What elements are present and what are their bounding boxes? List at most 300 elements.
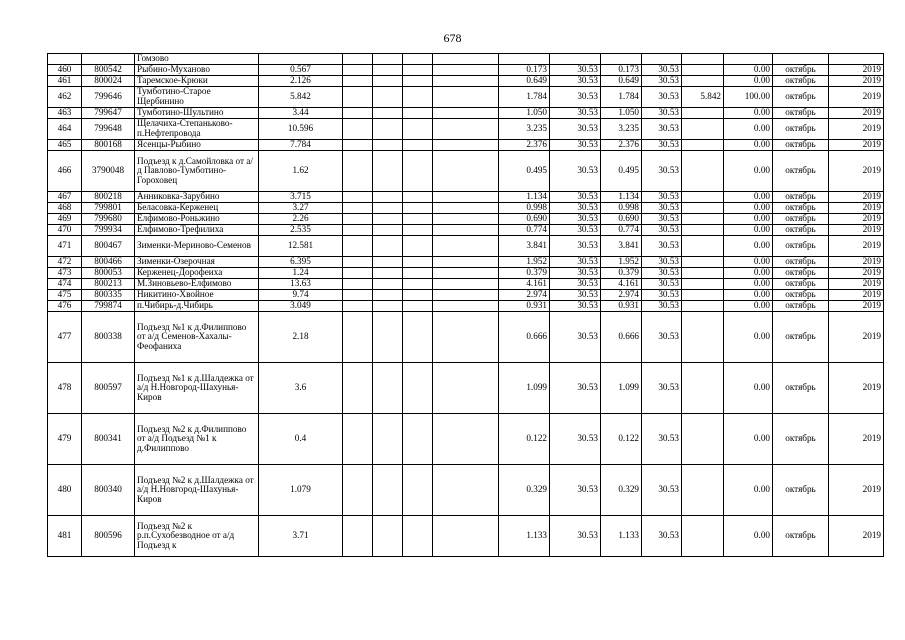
cell-code: 800467 (82, 236, 135, 257)
cell-v1: 3.235 (499, 119, 550, 140)
cell-c1 (343, 119, 373, 140)
cell-c4 (433, 301, 499, 312)
cell-c4 (433, 87, 499, 108)
cell-v5 (682, 290, 724, 301)
cell-num: 470 (48, 225, 82, 236)
cell-c3 (403, 363, 433, 414)
table-row (48, 236, 884, 257)
table-row (48, 203, 884, 214)
cell-c3 (403, 465, 433, 516)
cell-year: 2019 (829, 192, 884, 203)
cell-name: М.Зиновьево-Елфимово (135, 279, 259, 290)
cell-v1: 0.649 (499, 76, 550, 87)
cell-v3: 4.161 (601, 279, 642, 290)
cell-pct: 0.00 (724, 516, 773, 557)
cell-name: Таремское-Крюки (135, 76, 259, 87)
cell-length: 3.049 (259, 301, 343, 312)
cell-c3 (403, 279, 433, 290)
table-row (48, 279, 884, 290)
cell-name: Зименки-Мериново-Семенов (135, 236, 259, 257)
cell-name: п.Чибирь-д.Чибирь (135, 301, 259, 312)
cell-pct: 0.00 (724, 279, 773, 290)
table-row (48, 76, 884, 87)
cell-c2 (373, 516, 403, 557)
cell-v5 (682, 268, 724, 279)
cell-code: 3790048 (82, 151, 135, 192)
cell-v1: 0.379 (499, 268, 550, 279)
cell-v4: 30.53 (642, 465, 682, 516)
cell-c4 (433, 279, 499, 290)
cell-name: Ясенцы-Рыбино (135, 140, 259, 151)
cell-v2: 30.53 (550, 225, 601, 236)
table-row (48, 151, 884, 192)
cell-code: 799934 (82, 225, 135, 236)
cell-c2 (373, 414, 403, 465)
table-row (48, 257, 884, 268)
cell-length: 6.395 (259, 257, 343, 268)
cell-month: октябрь (773, 151, 829, 192)
cell-pct: 0.00 (724, 140, 773, 151)
cell-name: Подъезд к д.Самойловка от а/д Павлово-Тумботино-Гороховец (135, 151, 259, 192)
cell-v3: 0.931 (601, 301, 642, 312)
cell-year: 2019 (829, 87, 884, 108)
cell-v5 (682, 76, 724, 87)
cell-v5 (682, 414, 724, 465)
cell-v4: 30.53 (642, 140, 682, 151)
cell-code: 800053 (82, 268, 135, 279)
cell-c4 (433, 290, 499, 301)
cell-length: 1.079 (259, 465, 343, 516)
cell-c1 (343, 465, 373, 516)
cell-month: октябрь (773, 301, 829, 312)
cell-name: Рыбино-Муханово (135, 65, 259, 76)
cell-v3: 1.134 (601, 192, 642, 203)
cell-c2 (373, 192, 403, 203)
cell-name: Подъезд №2 к д.Шалдежка от а/д Н.Новгород-Шахунья-Киров (135, 465, 259, 516)
cell-c1 (343, 214, 373, 225)
cell-length: 1.24 (259, 268, 343, 279)
cell-year: 2019 (829, 203, 884, 214)
continuation-name: Гомзово (135, 54, 259, 65)
cell-v1: 1.050 (499, 108, 550, 119)
cell-name: Щелачиха-Степаньково-п.Нефтепровода (135, 119, 259, 140)
cell-c1 (343, 363, 373, 414)
cell-num: 464 (48, 119, 82, 140)
cell-c4 (433, 465, 499, 516)
table-row (48, 65, 884, 76)
cell-v3: 0.122 (601, 414, 642, 465)
cell-c1 (343, 108, 373, 119)
cell-v4: 30.53 (642, 290, 682, 301)
cell-month: октябрь (773, 214, 829, 225)
cell-c4 (433, 236, 499, 257)
cell-c2 (373, 301, 403, 312)
cell-v5 (682, 516, 724, 557)
cell-num: 465 (48, 140, 82, 151)
cell-c1 (343, 76, 373, 87)
cell-v3: 2.376 (601, 140, 642, 151)
table-row (48, 192, 884, 203)
cell-c3 (403, 192, 433, 203)
cell-pct: 0.00 (724, 257, 773, 268)
cell-year: 2019 (829, 257, 884, 268)
cell-v2: 30.53 (550, 301, 601, 312)
cell-num: 479 (48, 414, 82, 465)
cell-v5 (682, 151, 724, 192)
cell-v1: 1.133 (499, 516, 550, 557)
cell-c1 (343, 65, 373, 76)
cell-length: 3.715 (259, 192, 343, 203)
cell-c2 (373, 465, 403, 516)
cell-v4: 30.53 (642, 236, 682, 257)
cell-month: октябрь (773, 312, 829, 363)
cell-v2: 30.53 (550, 465, 601, 516)
cell-num: 467 (48, 192, 82, 203)
cell-pct: 0.00 (724, 268, 773, 279)
cell-c3 (403, 414, 433, 465)
cell-num: 476 (48, 301, 82, 312)
cell-length: 3.6 (259, 363, 343, 414)
table-row (48, 225, 884, 236)
cell-year: 2019 (829, 65, 884, 76)
cell-v2: 30.53 (550, 214, 601, 225)
cell-length: 9.74 (259, 290, 343, 301)
cell-c1 (343, 151, 373, 192)
cell-length: 3.44 (259, 108, 343, 119)
cell-v5 (682, 140, 724, 151)
cell-pct: 0.00 (724, 225, 773, 236)
cell-c3 (403, 87, 433, 108)
cell-c2 (373, 268, 403, 279)
cell-v3: 3.841 (601, 236, 642, 257)
cell-pct: 0.00 (724, 151, 773, 192)
cell-c4 (433, 140, 499, 151)
cell-v1: 1.784 (499, 87, 550, 108)
cell-length: 2.535 (259, 225, 343, 236)
cell-v2: 30.53 (550, 268, 601, 279)
cell-v3: 1.099 (601, 363, 642, 414)
cell-c2 (373, 76, 403, 87)
cell-c3 (403, 65, 433, 76)
cell-num: 472 (48, 257, 82, 268)
cell-c3 (403, 119, 433, 140)
cell-v3: 0.329 (601, 465, 642, 516)
cell-length: 10.596 (259, 119, 343, 140)
cell-code: 800597 (82, 363, 135, 414)
cell-pct: 100.00 (724, 87, 773, 108)
table-row (48, 363, 884, 414)
cell-c3 (403, 225, 433, 236)
cell-v1: 3.841 (499, 236, 550, 257)
cell-v2: 30.53 (550, 203, 601, 214)
cell-month: октябрь (773, 76, 829, 87)
cell-v1: 2.376 (499, 140, 550, 151)
cell-v3: 1.050 (601, 108, 642, 119)
cell-num: 468 (48, 203, 82, 214)
cell-c2 (373, 140, 403, 151)
cell-month: октябрь (773, 192, 829, 203)
continuation-row (48, 54, 884, 65)
cell-c2 (373, 151, 403, 192)
cell-name: Елфимово-Трефилиха (135, 225, 259, 236)
cell-v1: 1.099 (499, 363, 550, 414)
cell-v2: 30.53 (550, 516, 601, 557)
cell-v3: 1.133 (601, 516, 642, 557)
table-row (48, 108, 884, 119)
cell-num: 474 (48, 279, 82, 290)
cell-c4 (433, 312, 499, 363)
cell-c4 (433, 225, 499, 236)
cell-c2 (373, 257, 403, 268)
cell-v3: 1.784 (601, 87, 642, 108)
cell-num: 471 (48, 236, 82, 257)
cell-year: 2019 (829, 414, 884, 465)
cell-v4: 30.53 (642, 151, 682, 192)
cell-code: 799801 (82, 203, 135, 214)
table-row (48, 119, 884, 140)
cell-code: 800335 (82, 290, 135, 301)
cell-length: 3.27 (259, 203, 343, 214)
cell-c3 (403, 312, 433, 363)
cell-v1: 0.122 (499, 414, 550, 465)
cell-v2: 30.53 (550, 236, 601, 257)
cell-num: 480 (48, 465, 82, 516)
cell-code: 800024 (82, 76, 135, 87)
cell-v2: 30.53 (550, 76, 601, 87)
table-row (48, 290, 884, 301)
cell-month: октябрь (773, 140, 829, 151)
cell-c3 (403, 268, 433, 279)
cell-v4: 30.53 (642, 257, 682, 268)
cell-c2 (373, 65, 403, 76)
cell-v1: 0.666 (499, 312, 550, 363)
cell-c2 (373, 279, 403, 290)
cell-pct: 0.00 (724, 119, 773, 140)
cell-c4 (433, 192, 499, 203)
cell-length: 7.784 (259, 140, 343, 151)
cell-v2: 30.53 (550, 87, 601, 108)
cell-name: Подъезд №1 к д.Шалдежка от а/д Н.Новгород-Шахунья-Киров (135, 363, 259, 414)
cell-code: 799646 (82, 87, 135, 108)
cell-month: октябрь (773, 108, 829, 119)
cell-c2 (373, 290, 403, 301)
cell-c3 (403, 203, 433, 214)
cell-v5 (682, 214, 724, 225)
cell-c4 (433, 108, 499, 119)
cell-v2: 30.53 (550, 108, 601, 119)
cell-pct: 0.00 (724, 192, 773, 203)
cell-c3 (403, 516, 433, 557)
cell-v1: 2.974 (499, 290, 550, 301)
cell-pct: 0.00 (724, 214, 773, 225)
cell-num: 463 (48, 108, 82, 119)
cell-v4: 30.53 (642, 214, 682, 225)
cell-c4 (433, 268, 499, 279)
cell-v4: 30.53 (642, 268, 682, 279)
cell-num: 462 (48, 87, 82, 108)
cell-v5 (682, 108, 724, 119)
cell-month: октябрь (773, 65, 829, 76)
cell-v1: 0.774 (499, 225, 550, 236)
cell-c2 (373, 236, 403, 257)
cell-c1 (343, 236, 373, 257)
cell-v4: 30.53 (642, 312, 682, 363)
cell-c4 (433, 516, 499, 557)
cell-code: 800542 (82, 65, 135, 76)
cell-v2: 30.53 (550, 119, 601, 140)
cell-c3 (403, 236, 433, 257)
cell-num: 469 (48, 214, 82, 225)
cell-c1 (343, 87, 373, 108)
table-row (48, 268, 884, 279)
table-row (48, 516, 884, 557)
cell-v3: 0.495 (601, 151, 642, 192)
cell-c1 (343, 414, 373, 465)
cell-c1 (343, 290, 373, 301)
cell-c1 (343, 516, 373, 557)
cell-v2: 30.53 (550, 312, 601, 363)
cell-v5 (682, 465, 724, 516)
table-row (48, 465, 884, 516)
cell-month: октябрь (773, 414, 829, 465)
cell-year: 2019 (829, 108, 884, 119)
cell-c3 (403, 76, 433, 87)
cell-name: Подъезд №2 к д.Филиппово от а/д Подъезд №1 к д.Филиппово (135, 414, 259, 465)
cell-c1 (343, 268, 373, 279)
cell-v1: 0.690 (499, 214, 550, 225)
cell-month: октябрь (773, 465, 829, 516)
cell-year: 2019 (829, 236, 884, 257)
cell-c3 (403, 108, 433, 119)
cell-code: 800213 (82, 279, 135, 290)
cell-code: 799874 (82, 301, 135, 312)
cell-pct: 0.00 (724, 363, 773, 414)
cell-c3 (403, 151, 433, 192)
cell-month: октябрь (773, 203, 829, 214)
cell-c1 (343, 192, 373, 203)
cell-year: 2019 (829, 290, 884, 301)
cell-v3: 0.666 (601, 312, 642, 363)
cell-v1: 0.931 (499, 301, 550, 312)
cell-code: 799648 (82, 119, 135, 140)
cell-v3: 2.974 (601, 290, 642, 301)
cell-c3 (403, 214, 433, 225)
cell-num: 466 (48, 151, 82, 192)
cell-year: 2019 (829, 516, 884, 557)
cell-pct: 0.00 (724, 65, 773, 76)
cell-code: 800340 (82, 465, 135, 516)
cell-v5 (682, 119, 724, 140)
cell-length: 0.4 (259, 414, 343, 465)
cell-num: 478 (48, 363, 82, 414)
cell-v2: 30.53 (550, 290, 601, 301)
cell-length: 2.18 (259, 312, 343, 363)
cell-v4: 30.53 (642, 65, 682, 76)
cell-v4: 30.53 (642, 301, 682, 312)
cell-v3: 3.235 (601, 119, 642, 140)
cell-v5 (682, 363, 724, 414)
cell-v2: 30.53 (550, 192, 601, 203)
cell-v3: 0.998 (601, 203, 642, 214)
cell-v2: 30.53 (550, 414, 601, 465)
cell-v3: 0.173 (601, 65, 642, 76)
cell-code: 800338 (82, 312, 135, 363)
cell-v3: 0.690 (601, 214, 642, 225)
cell-length: 12.581 (259, 236, 343, 257)
cell-length: 2.26 (259, 214, 343, 225)
cell-v1: 1.134 (499, 192, 550, 203)
cell-c4 (433, 119, 499, 140)
cell-length: 5.842 (259, 87, 343, 108)
cell-c1 (343, 140, 373, 151)
cell-code: 800218 (82, 192, 135, 203)
cell-code: 800168 (82, 140, 135, 151)
page-number: 678 (443, 31, 462, 45)
cell-month: октябрь (773, 225, 829, 236)
cell-c2 (373, 203, 403, 214)
cell-c2 (373, 108, 403, 119)
cell-v5 (682, 65, 724, 76)
cell-pct: 0.00 (724, 465, 773, 516)
cell-code: 800466 (82, 257, 135, 268)
cell-num: 461 (48, 76, 82, 87)
cell-v5 (682, 257, 724, 268)
cell-c4 (433, 203, 499, 214)
cell-c2 (373, 119, 403, 140)
cell-month: октябрь (773, 236, 829, 257)
cell-c4 (433, 414, 499, 465)
cell-v5 (682, 236, 724, 257)
cell-v1: 0.173 (499, 65, 550, 76)
cell-name: Подъезд №2 к р.п.Сухобезводное от а/д Подъезд к (135, 516, 259, 557)
cell-length: 3.71 (259, 516, 343, 557)
cell-v4: 30.53 (642, 108, 682, 119)
table-row (48, 312, 884, 363)
cell-c4 (433, 151, 499, 192)
cell-c3 (403, 290, 433, 301)
cell-v4: 30.53 (642, 363, 682, 414)
cell-year: 2019 (829, 301, 884, 312)
cell-v4: 30.53 (642, 279, 682, 290)
cell-name: Тумботино-Шультино (135, 108, 259, 119)
cell-name: Подъезд №1 к д.Филиппово от а/д Семенов-Хахалы-Феофаниха (135, 312, 259, 363)
cell-c3 (403, 257, 433, 268)
cell-length: 1.62 (259, 151, 343, 192)
cell-c4 (433, 214, 499, 225)
cell-v5 (682, 203, 724, 214)
cell-month: октябрь (773, 268, 829, 279)
cell-num: 473 (48, 268, 82, 279)
cell-name: Никитино-Хвойное (135, 290, 259, 301)
cell-length: 2.126 (259, 76, 343, 87)
cell-v1: 0.998 (499, 203, 550, 214)
cell-month: октябрь (773, 363, 829, 414)
cell-year: 2019 (829, 465, 884, 516)
cell-num: 460 (48, 65, 82, 76)
cell-year: 2019 (829, 119, 884, 140)
cell-num: 475 (48, 290, 82, 301)
cell-c2 (373, 214, 403, 225)
cell-month: октябрь (773, 257, 829, 268)
cell-c1 (343, 301, 373, 312)
cell-v1: 4.161 (499, 279, 550, 290)
table-row (48, 87, 884, 108)
cell-pct: 0.00 (724, 312, 773, 363)
cell-v1: 0.495 (499, 151, 550, 192)
cell-v2: 30.53 (550, 65, 601, 76)
cell-v5 (682, 279, 724, 290)
cell-c2 (373, 363, 403, 414)
